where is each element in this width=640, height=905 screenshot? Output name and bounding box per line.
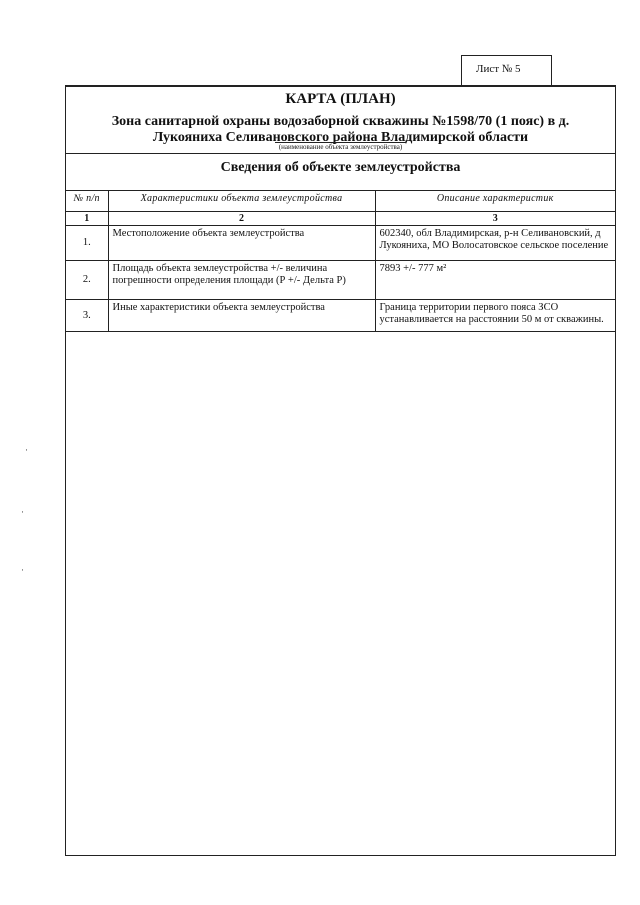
column-header-description: Описание характеристик (375, 191, 615, 212)
column-header-characteristic: Характеристики объекта землеустройства (108, 191, 375, 212)
scan-speck: · (21, 507, 24, 517)
row-description: Граница территории первого пояса ЗСО устанавливается на расстоянии 50 м от скважины. (375, 300, 615, 332)
column-number: 2 (108, 212, 375, 226)
row-characteristic: Площадь объекта землеустройства +/- величина погрешности определения площади (Р +/- Дельта Р) (108, 261, 375, 300)
table-row (66, 300, 615, 332)
column-number: 1 (66, 212, 108, 226)
sheet-number: Лист № 5 (476, 63, 521, 75)
map-header (66, 87, 615, 151)
object-name-line2: Лукояниха Селивановского района Владимирской области (152, 130, 529, 145)
column-number: 3 (375, 212, 615, 226)
object-info-table (66, 191, 615, 332)
column-number-row (66, 212, 615, 226)
section-title: Сведения об объекте землеустройства (220, 160, 461, 175)
row-description: 7893 +/- 777 м² (375, 261, 615, 300)
table-header-row (66, 191, 615, 212)
table-row (66, 226, 615, 261)
row-number: 3. (66, 300, 108, 332)
scan-speck: · (21, 565, 24, 575)
object-name-caption: (наименование объекта землеустройства) (66, 143, 615, 151)
sheet-number-box (461, 55, 552, 86)
header-divider (66, 153, 615, 154)
table-row (66, 261, 615, 300)
row-description: 602340, обл Владимирская, р-н Селивановский, д Лукояниха, МО Волосатовское сельское поселение (375, 226, 615, 261)
scan-speck: · (25, 445, 28, 455)
row-characteristic: Местоположение объекта землеустройства (108, 226, 375, 261)
document-frame (65, 85, 616, 856)
object-name-line1: Зона санитарной охраны водозаборной скважины №1598/70 (1 пояс) в д. (111, 114, 570, 129)
column-header-num: № п/п (66, 191, 108, 212)
row-number: 1. (66, 226, 108, 261)
row-number: 2. (66, 261, 108, 300)
map-title: КАРТА (ПЛАН) (285, 91, 396, 107)
row-characteristic: Иные характеристики объекта землеустройства (108, 300, 375, 332)
